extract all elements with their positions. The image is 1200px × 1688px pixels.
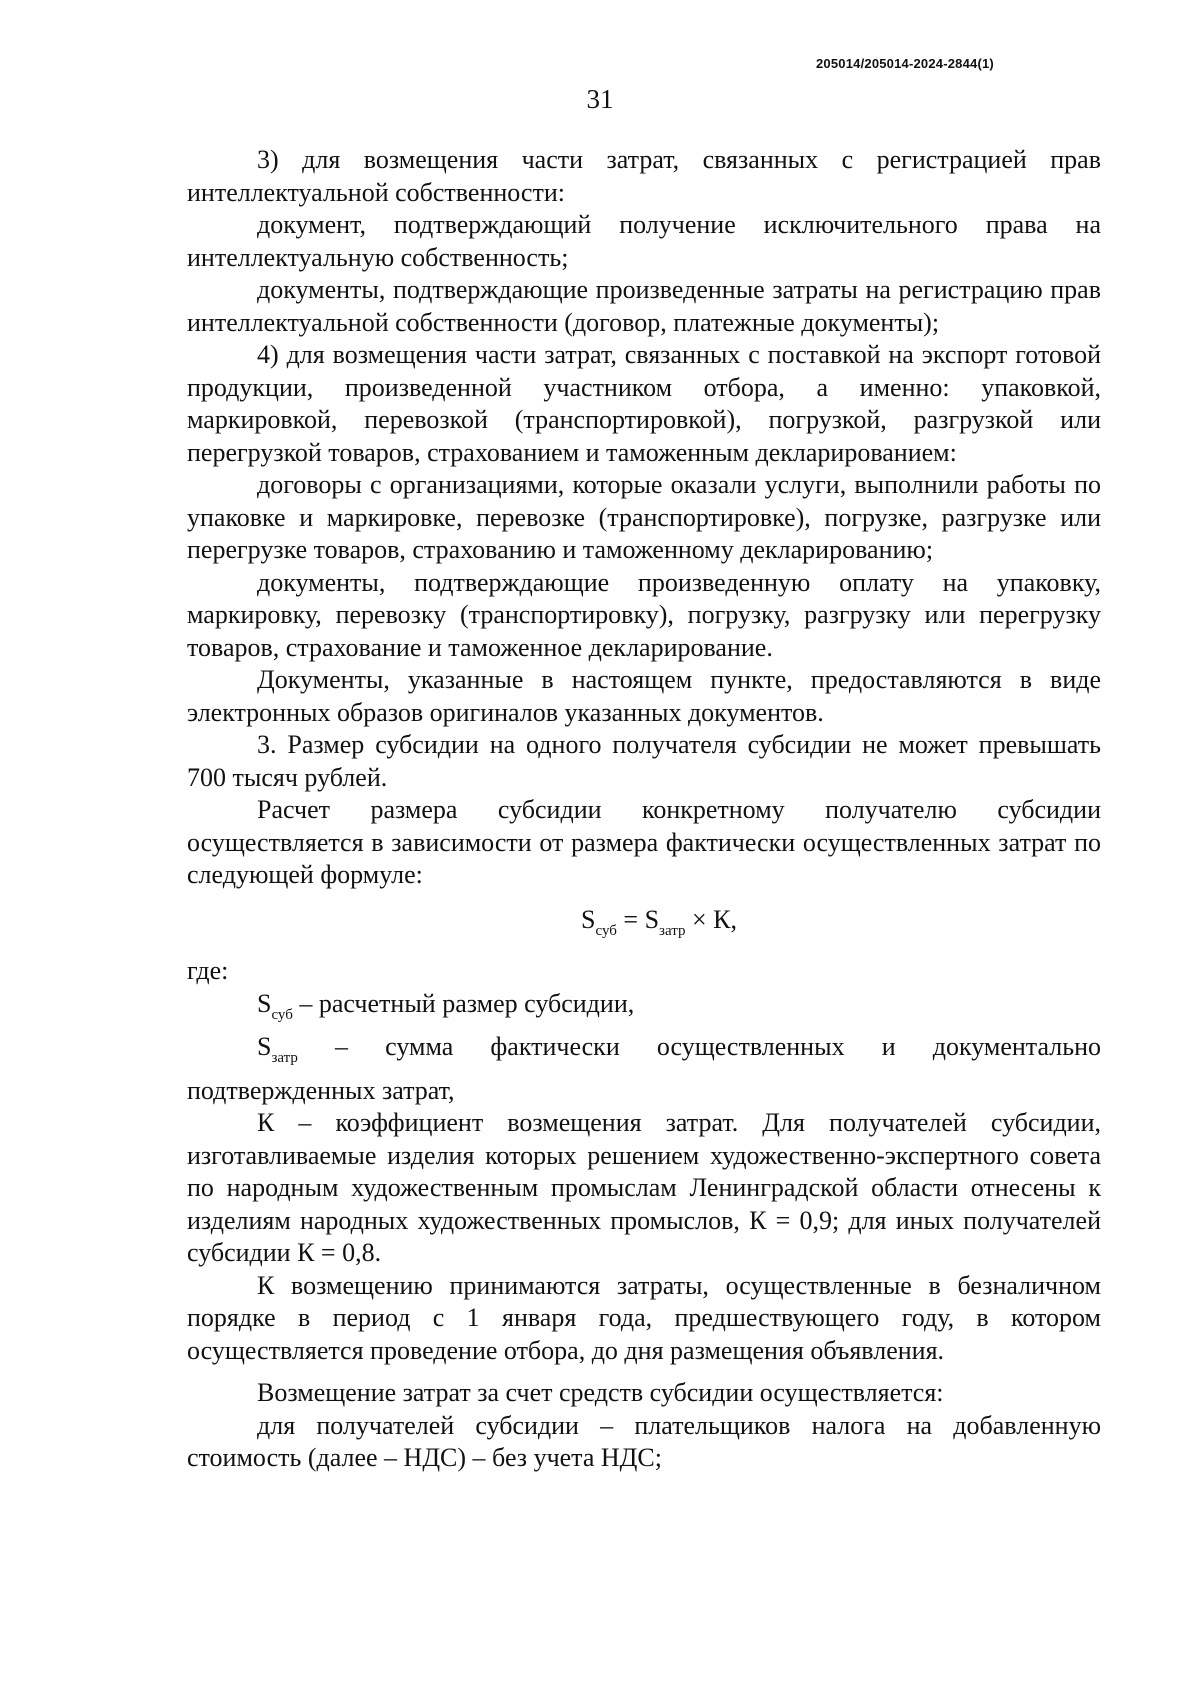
- paragraph: Расчет размера субсидии конкретному получателю субсидии осуществляется в зависимости от размера фактически осуществленных затрат по следующей формуле:: [187, 795, 1101, 889]
- document-id: 205014/205014-2024-2844(1): [816, 56, 994, 71]
- where-label: где:: [187, 956, 229, 985]
- paragraph: документы, подтверждающие произведенную оплату на упаковку, маркировку, перевозку (транспортировку), погрузку, разгрузку или перегрузку товаров, страхование и таможенное декларирование.: [187, 567, 1101, 662]
- formula-equals: =: [616, 904, 645, 934]
- definition-text: – расчетный размер субсидии,: [292, 988, 635, 1018]
- formula-subscript: затр: [659, 922, 686, 939]
- formula-tail: × К,: [685, 904, 737, 934]
- formula-symbol: S: [581, 904, 596, 934]
- paragraph: 3. Размер субсидии на одного получателя субсидии не может превышать 700 тысяч рублей.: [187, 730, 1101, 792]
- paragraph: документ, подтверждающий получение исключительного права на интеллектуальную собственность;: [187, 210, 1101, 272]
- definition-s-zatr: [187, 1031, 1101, 1107]
- paragraph: договоры с организациями, которые оказали услуги, выполнили работы по упаковке и маркировке, перевозке (транспортировке), погрузке, разгрузке или перегрузке товаров, страхованию и таможенному декларированию;: [187, 470, 1101, 564]
- paragraph: 4) для возмещения части затрат, связанных с поставкой на экспорт готовой продукции, произведенной участником отбора, а именно: упаковкой, маркировкой, перевозкой (транспортировкой), погрузкой, разгрузкой или перегрузкой товаров, страхованием и таможенным декларированием:: [187, 340, 1101, 467]
- definition-symbol: S: [257, 1032, 272, 1061]
- subsidy-formula: [187, 904, 1101, 948]
- paragraph: Возмещение затрат за счет средств субсидии осуществляется:: [257, 1378, 944, 1407]
- definition-subscript: затр: [271, 1050, 298, 1066]
- paragraph: 3) для возмещения части затрат, связанных с регистрацией прав интеллектуальной собственности:: [187, 145, 1101, 207]
- formula-subscript: суб: [595, 922, 617, 939]
- formula-symbol: S: [644, 904, 660, 934]
- paragraph: К возмещению принимаются затраты, осуществленные в безналичном порядке в период с 1 января года, предшествующего году, в котором осуществляется проведение отбора, до дня размещения объявления.: [187, 1270, 1101, 1365]
- definition-subscript: суб: [271, 1006, 293, 1023]
- paragraph: документы, подтверждающие произведенные затраты на регистрацию прав интеллектуальной собственности (договор, платежные документы);: [187, 275, 1101, 337]
- paragraph: Документы, указанные в настоящем пункте, предоставляются в виде электронных образов оригиналов указанных документов.: [187, 665, 1101, 727]
- definition-symbol: S: [257, 988, 272, 1018]
- definition-k: К – коэффициент возмещения затрат. Для получателей субсидии, изготавливаемые изделия которых решением художественно-экспертного совета по народным художественным промыслам Ленинградской области отнесены к изделиям народных художественных промыслов, К = 0,9; для иных получателей субсидии К = 0,8.: [187, 1108, 1101, 1267]
- definition-s-sub: [187, 988, 1101, 1032]
- paragraph: для получателей субсидии – плательщиков налога на добавленную стоимость (далее – НДС) – без учета НДС;: [187, 1410, 1101, 1472]
- page-number: 31: [586, 84, 614, 114]
- document-body: [187, 144, 1101, 1475]
- definition-text: – сумма фактически осуществленных и документально подтвержденных затрат,: [187, 1032, 1101, 1105]
